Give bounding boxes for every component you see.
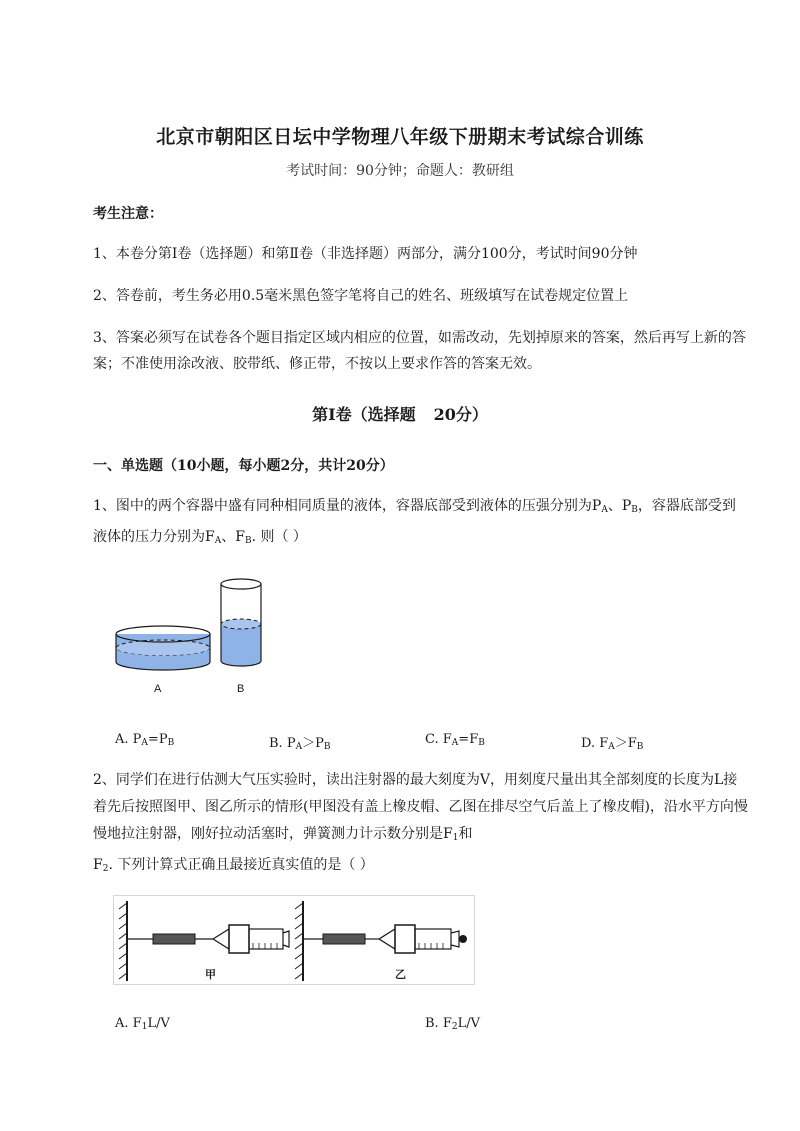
q1-option-d[interactable]: D. $F_A>F_B$ bbox=[581, 736, 644, 752]
q2-option-b[interactable]: B. $F_2L/V$ bbox=[425, 1016, 480, 1032]
notice-item-2: 2、答卷前，考生务必用0.5毫米黑色签字笔将自己的姓名、班级填写在试卷规定位置上 bbox=[93, 288, 629, 304]
figure-label-b: B bbox=[237, 683, 245, 695]
section-title bbox=[0, 402, 800, 425]
figure-label-jia: 甲 bbox=[205, 968, 216, 981]
q1-option-a[interactable]: A. $P_A=P_B$ bbox=[115, 732, 175, 748]
page-title: 北京市朝阳区日坛中学物理八年级下册期末考试综合训练 bbox=[156, 126, 644, 148]
q1-option-b[interactable]: B. $P_A>P_B$ bbox=[269, 736, 331, 752]
q1-option-c[interactable]: C. $F_A=F_B$ bbox=[425, 732, 485, 748]
syringe-setup-jia bbox=[119, 901, 289, 981]
containers-figure bbox=[110, 572, 270, 702]
syringe-figure bbox=[113, 895, 475, 985]
notice-item-1: 1、本卷分第I卷（选择题）和第Ⅱ卷（非选择题）两部分，满分100分，考试时间90分钟 bbox=[93, 246, 638, 262]
syringe-setup-yi bbox=[295, 901, 467, 981]
notice-item-3: 3、答案必须写在试卷各个题目指定区域内相应的位置，如需改动，先划掉原来的答案，然后再写上新的答案；不准使用涂改液、胶带纸、修正带，不按以上要求作答的答案无效。 bbox=[93, 330, 746, 372]
container-a bbox=[116, 626, 210, 670]
notice-heading: 考生注意： bbox=[93, 206, 163, 222]
section-title-score: 20分） bbox=[433, 405, 488, 424]
part-heading: 一、单选题（10小题，每小题2分，共计20分） bbox=[93, 458, 394, 474]
container-b bbox=[221, 579, 261, 666]
figure-label-yi: 乙 bbox=[395, 968, 406, 981]
exam-info: 考试时间：90分钟；命题人：教研组 bbox=[286, 163, 514, 179]
section-title-main: 第I卷（选择题 bbox=[312, 405, 416, 424]
q2-option-a[interactable]: A. $F_1L/V$ bbox=[115, 1016, 170, 1032]
question-1-text: 1、图中的两个容器中盛有同种相同质量的液体，容器底部受到液体的压强分别为$P_A$、$P_B$，容器底部受到液体的压力分别为$F_A$、$F_B$. 则（ ） bbox=[93, 498, 736, 546]
question-2-text: 2、同学们在进行估测大气压实验时，读出注射器的最大刻度为V，用刻度尺量出其全部刻度的长度为L接着先后按照图甲、图乙所示的情形(甲图没有盖上橡皮帽、乙图在排尽空气后盖上了橡皮帽)，沿水平方向慢慢地拉注射器，刚好拉动活塞时，弹簧测力计示数分别是$F_1$和$F_2$. 下列计算式正确且最接近真实值的是（ ） bbox=[93, 772, 748, 874]
figure-label-a: A bbox=[154, 683, 162, 695]
